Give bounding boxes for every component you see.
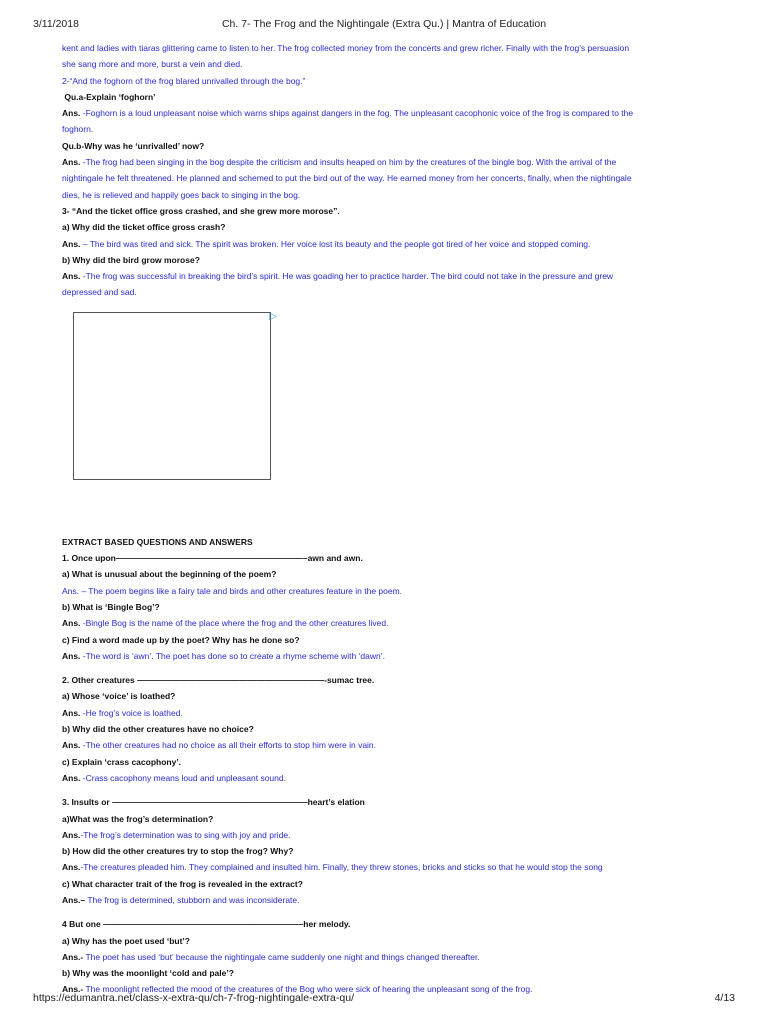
question: b) How did the other creatures try to stop the frog? Why? [62,846,294,857]
text-line: she sang more and more, burst a vein and died. [62,59,243,70]
answer: Ans.- The moonlight reflected the mood of the creatures of the Bog who were sick of hearing the unpleasant song of the frog. [62,984,533,995]
quote-line: 2-“And the foghorn of the frog blared unrivalled through the bog.” [62,75,306,86]
answer: Ans.– The frog is determined, stubborn and was inconsiderate. [62,894,300,905]
quote-question: 3- “And the ticket office gross crashed, and she grew more morose”. [62,205,340,216]
question: c) Explain ‘crass cacophony’. [62,756,182,767]
question: a) Whose ‘voice’ is loathed? [62,691,176,702]
ad-choices-icon[interactable]: ▷ [269,310,277,322]
answer: Ans. -The word is ‘awn’. The poet has done so to create a rhyme scheme with ‘dawn’. [62,650,385,661]
extract-title: 4 But one ———————————————————————–her melody. [62,919,351,930]
answer: Ans. – The poem begins like a fairy tale and birds and other creatures feature in the poem. [62,585,403,596]
question: a) Why has the poet used ‘but’? [62,935,190,946]
question: c) What character trait of the frog is revealed in the extract? [62,878,303,889]
extract-title: 3. Insults or ———————————————————————heart’s elation [62,797,365,808]
page-footer [33,992,735,1006]
answer: Ans. -Bingle Bog is the name of the place where the frog and the other creatures lived. [62,618,389,629]
question: Qu.b-Why was he ‘unrivalled’ now? [62,140,205,151]
extract-title: 2. Other creatures ——————————————————————-sumac tree. [62,675,375,686]
answer: Ans. – The bird was tired and sick. The spirit was broken. Her voice lost its beauty and the people got tired of her voice and stopped coming. [62,238,591,249]
question: b) Why was the moonlight ‘cold and pale’? [62,968,234,979]
ad-placeholder[interactable] [73,310,277,480]
answer: Ans. -The frog had been singing in the bog despite the criticism and insults heaped on him by the creatures of the bingle bog. With the arrival of the [62,157,617,168]
document-body [62,40,712,998]
question: b) Why did the bird grow morose? [62,254,200,265]
answer: Ans.-The creatures pleaded him. They complained and insulted him. Finally, they threw stones, bricks and sticks so that he would stop the song [62,862,603,873]
answer: Ans. -The frog was successful in breaking the bird’s spirit. He was goading her to practice harder. The bird could not take in the pressure and grew [62,271,614,282]
text-line: kent and ladies with tiaras glittering came to listen to her. The frog collected money from the concerts and grew richer. Finally with the frog’s persuasion [62,43,630,53]
question: c) Find a word made up by the poet? Why has he done so? [62,634,300,645]
question: b) Why did the other creatures have no choice? [62,724,254,735]
answer-cont: depressed and sad. [62,287,137,298]
question: a)What was the frog’s determination? [62,813,214,824]
answer-cont: nightingale he felt threatened. He planned and schemed to put the bird out of the way. He earned money from her concerts, finally, when the nightingale [62,173,632,184]
print-date: 3/11/2018 [33,18,79,30]
answer: Ans.-The frog’s determination was to sing with joy and pride. [62,829,291,840]
page-header [33,18,735,32]
answer: Ans. -Crass cacophony means loud and unpleasant sound. [62,772,286,783]
question: a) Why did the ticket office gross crash? [62,222,226,233]
answer: Ans. -Foghorn is a loud unpleasant noise which warns ships against dangers in the fog. The unpleasant cacophonic voice of the frog is compared to the [62,108,634,119]
page-title: Ch. 7- The Frog and the Nightingale (Extra Qu.) | Mantra of Education [221,18,547,30]
answer-cont: dies, he is relieved and happily goes back to singing in the bog. [62,189,301,200]
question: a) What is unusual about the beginning of the poem? [62,569,277,580]
answer-cont: foghorn. [62,124,94,135]
answer: Ans.- The poet has used ‘but’ because the nightingale came suddenly one night and things changed thereafter. [62,951,480,962]
answer: Ans. -The other creatures had no choice as all their efforts to stop him were in vain. [62,740,377,751]
answer: Ans. -He frog’s voice is loathed. [62,707,183,718]
section-heading: EXTRACT BASED QUESTIONS AND ANSWERS [62,536,253,547]
page-url[interactable]: https://edumantra.net/class-x-extra-qu/ch-7-frog-nightingale-extra-qu/ [33,992,354,1004]
question: b) What is ‘Bingle Bog’? [62,601,160,612]
extract-title: 1. Once upon——————————————————————–awn and awn. [62,553,363,564]
question: Qu.a-Explain ‘foghorn’ [64,91,156,102]
page-number: 4/13 [714,992,735,1004]
